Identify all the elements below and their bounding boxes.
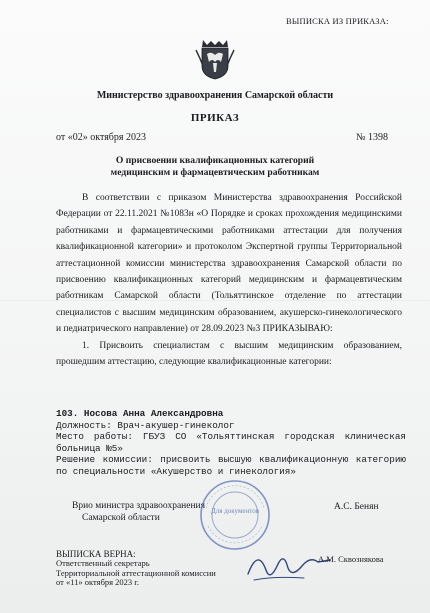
specialist-entry: [56, 408, 406, 477]
body-paragraph-2: 1. Присвоить специалистам с высшим медицинским образованием, прошедшим аттестацию, следующие квалификационные категории:: [56, 340, 402, 368]
order-body: [56, 190, 402, 370]
ministry-title: Министерство здравоохранения Самарской области: [96, 90, 334, 101]
subject-line-1: О присвоении квалификационных категорий: [115, 155, 315, 166]
extract-label: ВЫПИСКА ИЗ ПРИКАЗА:: [286, 16, 389, 26]
coat-of-arms-icon: [194, 36, 236, 80]
specialist-position: Должность: Врач-акушер-гинеколог: [56, 419, 235, 431]
body-paragraph-1: В соответствии с приказом Министерства здравоохранения Российской Федерации от 22.11.2021 №1083н «О Порядке и сроках прохождения медицинскими работниками и фармацевтическими работниками аттестации для получения квалификационной категории» и протоколом Экспертной группы Территориальной аттестационной комиссии министерства здравоохранения Самарской области по присвоению квалификационных категорий медицинским и фармацевтическим работникам Самарской области (Тольяттинское отделение по аттестации специалистов с высшим медицинским образованием, акушерско-гинекологического и педиатрического направление) от 28.09.2023 №3 ПРИКАЗЫВАЮ:: [56, 193, 402, 335]
acting-minister-line-1: Врио министра здравоохранения: [72, 501, 206, 511]
verification-line-3: от «11» октября 2023 г.: [56, 577, 139, 588]
stamp-text: Для документов: [210, 507, 260, 515]
specialist-name: 103. Носова Анна Александровна: [56, 408, 224, 419]
order-number: № 1398: [356, 132, 389, 143]
secretary-signature: [244, 540, 334, 590]
commission-decision: Решение комиссии: присвоить высшую квалификационную категорию по специальности «Акушерство и гинекология»: [56, 454, 406, 477]
verification-line-1: Ответственный секретарь: [56, 558, 150, 569]
acting-minister-line-2: Самарской области: [82, 513, 160, 523]
subject-line-2: медицинским и фармацевтическим работникам: [110, 167, 320, 178]
order-title: ПРИКАЗ: [190, 112, 240, 124]
order-date: от «02» октября 2023: [56, 132, 146, 143]
order-subject: [0, 155, 430, 179]
secretary-name: А.М. Сквознякова: [318, 554, 384, 564]
verification-line-2: Территориальной аттестационной комиссии: [56, 567, 216, 578]
verification-block: [56, 550, 216, 588]
specialist-workplace: Место работы: ГБУЗ СО «Тольяттинская городская клиническая больница №5»: [56, 431, 406, 454]
acting-minister-name: А.С. Бенян: [334, 502, 379, 512]
verification-heading: ВЫПИСКА ВЕРНА:: [56, 549, 136, 559]
acting-minister-title: [72, 500, 205, 524]
